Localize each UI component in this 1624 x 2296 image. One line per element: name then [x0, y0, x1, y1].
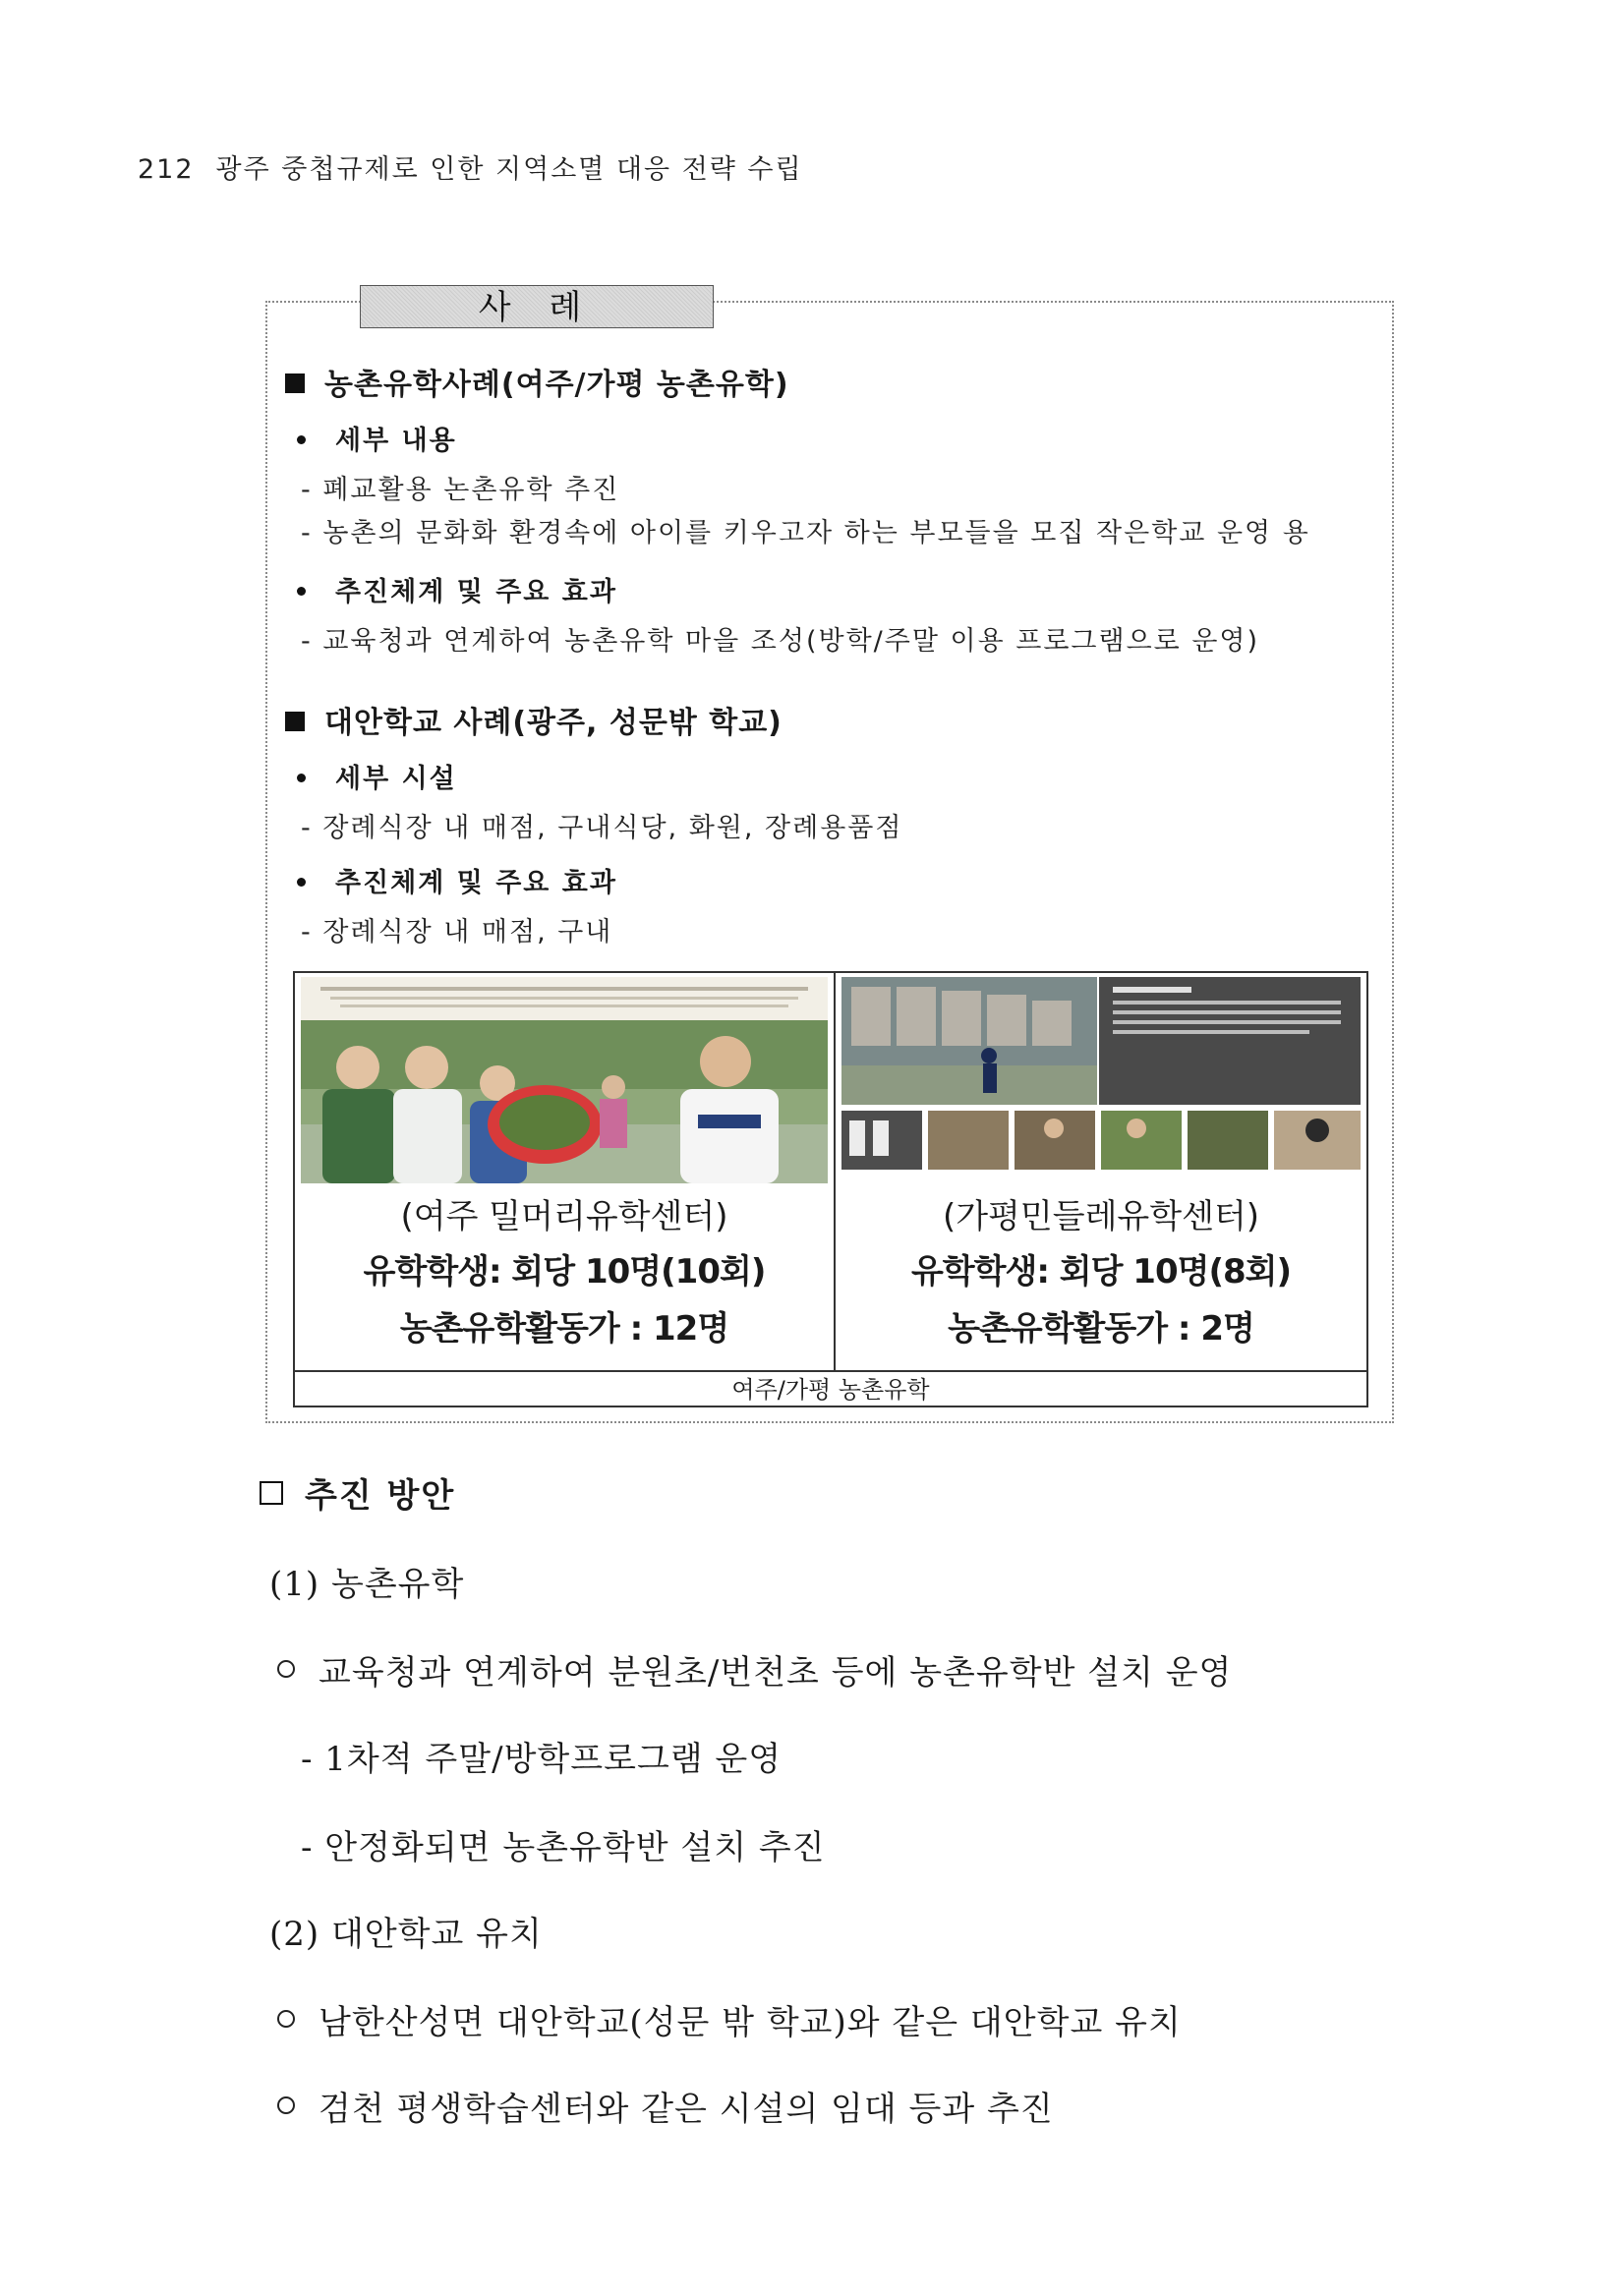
plan-point-text: 검천 평생학습센터와 같은 시설의 임대 등과 추진	[319, 2090, 1054, 2129]
plan-subpoint: - 안정화되면 농촌유학반 설치 추진	[301, 1828, 826, 1867]
bullet-dot-icon	[297, 587, 306, 596]
plan-point	[277, 2082, 1054, 2130]
figure-panel-gapyeong	[836, 973, 1366, 1370]
section-title-rural-study	[285, 360, 789, 403]
bullet-dot-icon	[297, 878, 306, 887]
plan-heading	[260, 1468, 455, 1517]
activists-count-yeoju: 농촌유학활동가 : 12명	[399, 1309, 729, 1349]
plan-point	[277, 1645, 1232, 1693]
center-name-gapyeong: (가평민들레유학센터)	[942, 1197, 1260, 1236]
photo-students-yeoju	[301, 977, 828, 1183]
section-title-alt-school	[285, 698, 783, 741]
detail-line: - 폐교활용 논촌유학 추진	[301, 475, 620, 505]
square-bullet-icon	[285, 712, 305, 731]
plan-heading-text: 추진 방안	[305, 1476, 456, 1516]
bullet-text: 추진체계 및 주요 효과	[335, 577, 617, 607]
plan-subpoint: - 1차적 주말/방학프로그램 운영	[301, 1740, 783, 1779]
detail-line: - 교육청과 연계하여 농촌유학 마을 조성(방학/주말 이용 프로그램으로 운영)	[301, 626, 1260, 657]
rural-study-figure	[293, 971, 1368, 1407]
bullet-text: 세부 시설	[335, 764, 457, 794]
page-header	[138, 147, 803, 186]
center-name-yeoju: (여주 밀머리유학센터)	[400, 1197, 728, 1236]
detail-line: - 장례식장 내 매점, 구내식당, 화원, 장례용품점	[301, 813, 903, 843]
bullet-system-effects	[297, 570, 617, 608]
circle-bullet-icon	[277, 2010, 295, 2028]
bullet-facilities	[297, 757, 457, 795]
bullet-dot-icon	[297, 774, 306, 782]
detail-line: - 농촌의 문화화 환경속에 아이를 키우고자 하는 부모들을 모집 작은학교 운영 용	[301, 518, 1310, 548]
detail-line: - 장례식장 내 매점, 구내	[301, 917, 613, 947]
students-count-yeoju: 유학학생: 회당 10명(10회)	[363, 1252, 766, 1292]
document-title: 광주 중첩규제로 인한 지역소멸 대응 전략 수립	[215, 154, 803, 185]
figure-panel-yeoju	[295, 973, 836, 1370]
plan-point	[277, 1995, 1182, 2043]
page-number: 212	[138, 154, 195, 185]
square-bullet-icon	[285, 373, 305, 393]
plan-point-text: 남한산성면 대안학교(성문 밖 학교)와 같은 대안학교 유치	[319, 2003, 1182, 2042]
students-count-gapyeong: 유학학생: 회당 10명(8회)	[910, 1252, 1292, 1292]
activists-count-gapyeong: 농촌유학활동가 : 2명	[948, 1309, 1254, 1349]
bullet-details	[297, 419, 457, 457]
checkbox-square-icon	[260, 1481, 283, 1505]
bullet-text: 추진체계 및 주요 효과	[335, 868, 617, 898]
bullet-dot-icon	[297, 435, 306, 444]
plan-item-2: (2) 대안학교 유치	[269, 1915, 543, 1954]
plan-point-text: 교육청과 연계하여 분원초/번천초 등에 농촌유학반 설치 운영	[319, 1653, 1233, 1693]
plan-item-1: (1) 농촌유학	[269, 1565, 465, 1604]
section-title-text: 대안학교 사례(광주, 성문밖 학교)	[324, 706, 783, 740]
circle-bullet-icon	[277, 2096, 295, 2114]
bullet-text: 세부 내용	[335, 426, 457, 456]
bullet-system-effects	[297, 861, 617, 899]
figure-caption: 여주/가평 농촌유학	[295, 1370, 1366, 1407]
section-title-text: 농촌유학사례(여주/가평 농촌유학)	[324, 368, 789, 402]
circle-bullet-icon	[277, 1660, 295, 1678]
photo-collage-gapyeong	[841, 977, 1361, 1183]
case-tab-label: 사 례	[360, 285, 714, 328]
